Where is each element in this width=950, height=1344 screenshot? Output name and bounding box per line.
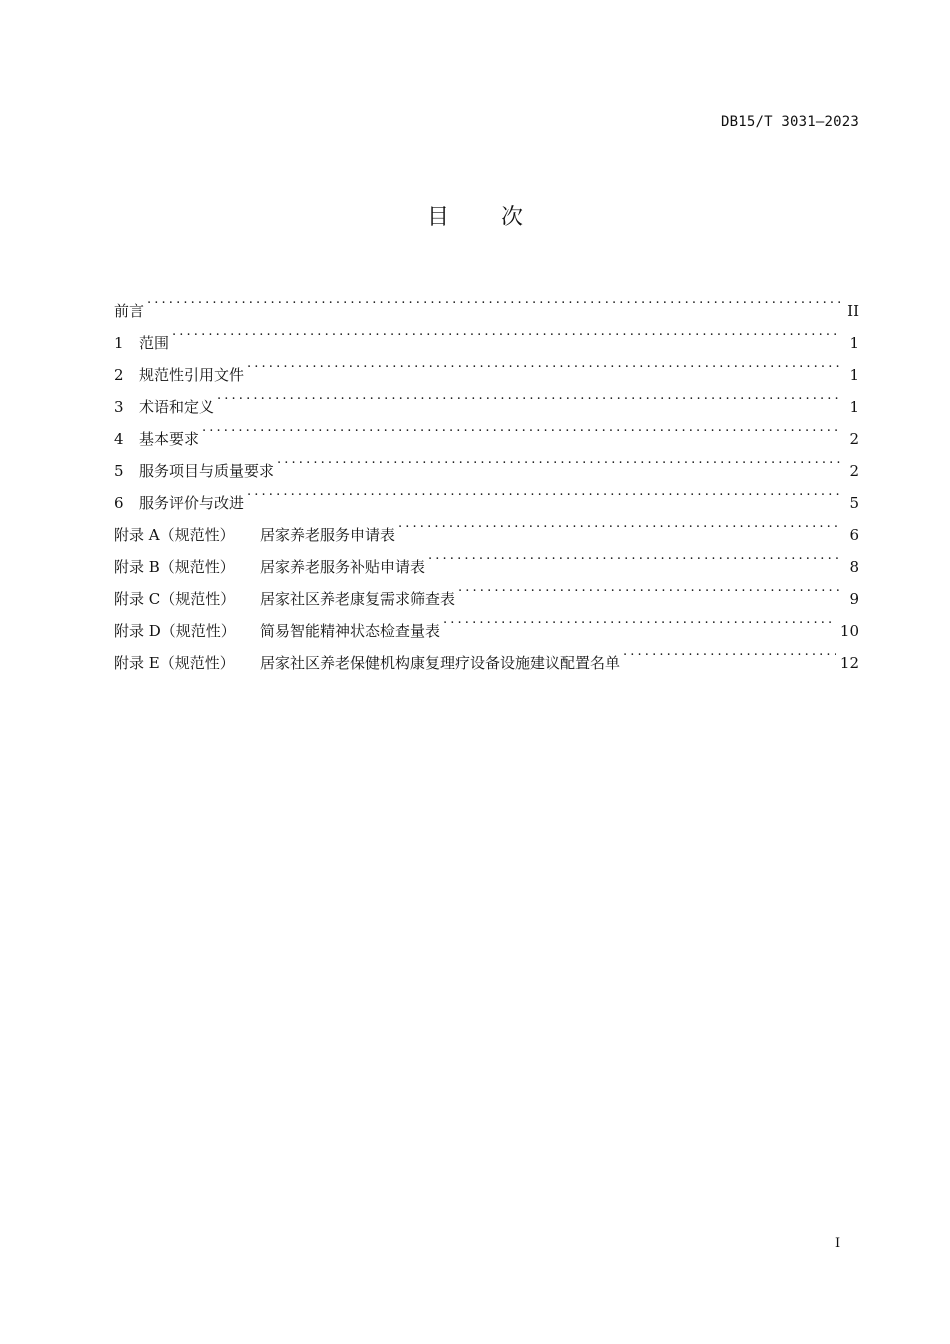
toc-title-char: 目 [426,205,449,230]
toc-entry-page: 2 [849,430,859,448]
toc-entry-normative-references[interactable] [114,348,859,384]
toc-entry-page: 6 [849,526,859,544]
toc-annex-label: 附录 C（规范性） [114,590,236,608]
toc-entry-scope[interactable] [114,316,859,352]
toc-leader [428,540,841,572]
toc-leader [247,348,841,380]
toc-entry-title: 规范性引用文件 [139,366,245,384]
toc-entry-page: 9 [849,590,859,608]
toc-entry-title: 服务评价与改进 [139,494,245,512]
toc-entry-number: 3 [114,398,124,416]
toc-title [0,200,950,231]
toc-entry-title: 居家养老服务补贴申请表 [260,558,426,576]
toc-entry-service-items[interactable] [114,444,859,480]
toc-entry-title: 术语和定义 [139,398,215,416]
toc-entry-page: 1 [849,334,859,352]
toc-entry-page: 12 [839,654,859,672]
toc-entry-foreword[interactable] [114,284,859,320]
toc-entry-title: 简易智能精神状态检查量表 [260,622,441,640]
toc-leader [172,316,841,348]
toc-leader [217,380,841,412]
toc-leader [623,636,836,668]
toc-entry-basic-requirements[interactable] [114,412,859,448]
toc-leader [147,284,841,316]
toc-entry-number: 2 [114,366,124,384]
toc-entry-title: 居家养老服务申请表 [260,526,396,544]
toc-entry-number: 1 [114,334,124,352]
toc-leader [398,508,841,540]
toc-entry-number: 5 [114,462,124,480]
toc-leader [202,412,841,444]
toc-annex-label: 附录 A（规范性） [114,526,235,544]
toc-entry-page: 1 [849,366,859,384]
toc-entry-page: 10 [839,622,859,640]
toc-entry-terms-definitions[interactable] [114,380,859,416]
toc-entry-title: 前言 [114,302,145,320]
toc-entry-title: 服务项目与质量要求 [139,462,275,480]
toc-title-char: 次 [501,205,524,230]
page-number: I [835,1236,841,1251]
document-code: DB15/T 3031—2023 [720,114,859,130]
toc-leader [443,604,836,636]
toc-entry-page: 1 [849,398,859,416]
toc-entry-page: 5 [849,494,859,512]
toc-entry-number: 6 [114,494,124,512]
toc-annex-label: 附录 E（规范性） [114,654,235,672]
toc-entry-page: 2 [849,462,859,480]
toc-entry-number: 4 [114,430,124,448]
toc-entry-page: 8 [849,558,859,576]
toc-annex-label: 附录 B（规范性） [114,558,235,576]
toc-entry-title: 范围 [139,334,170,352]
toc-entry-title: 基本要求 [139,430,200,448]
toc-list [114,284,859,672]
toc-leader [247,476,841,508]
toc-entry-title: 居家社区养老康复需求筛查表 [260,590,456,608]
toc-entry-title: 居家社区养老保健机构康复理疗设备设施建议配置名单 [260,654,621,672]
toc-entry-page: II [847,302,859,320]
toc-leader [458,572,841,604]
toc-leader [277,444,841,476]
toc-annex-label: 附录 D（规范性） [114,622,236,640]
